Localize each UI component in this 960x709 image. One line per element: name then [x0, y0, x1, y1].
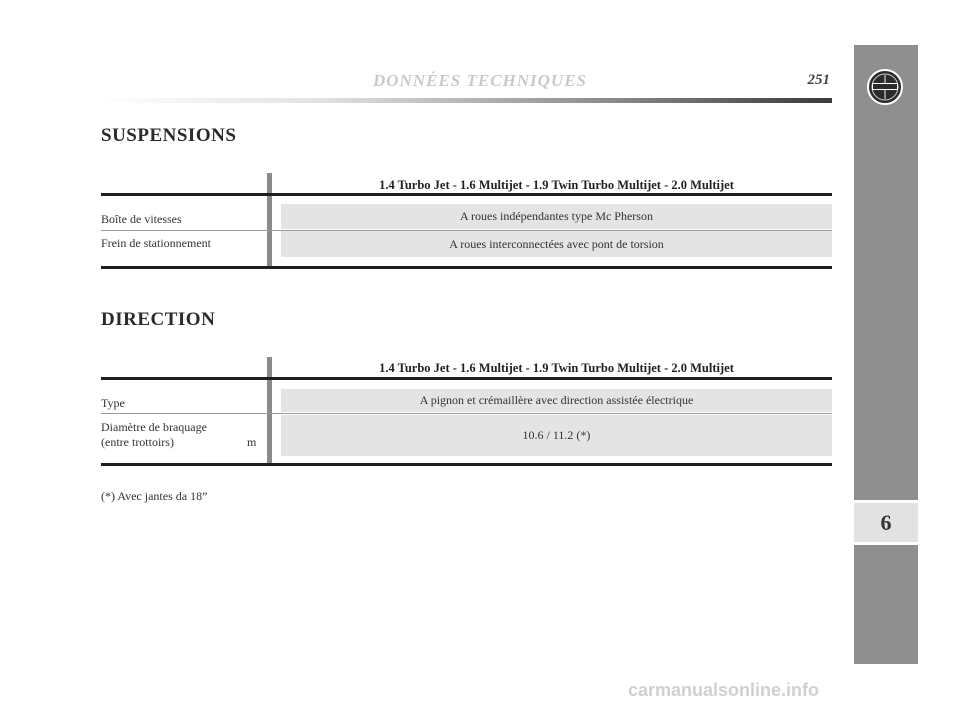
row-value: [281, 415, 832, 456]
row-label: Type: [101, 396, 125, 410]
direction-table: [101, 357, 832, 468]
table-top-rule: [101, 377, 832, 380]
row-value: [281, 204, 832, 229]
suspensions-title: SUSPENSIONS: [101, 125, 237, 146]
header-rule: [100, 98, 832, 103]
suspensions-table: [101, 173, 832, 270]
direction-title: DIRECTION: [101, 309, 216, 330]
table-column-header: 1.4 Turbo Jet - 1.6 Multijet - 1.9 Twin Turbo Multijet - 2.0 Multijet: [379, 178, 734, 192]
row-label-line1: Diamètre de braquage: [101, 420, 207, 434]
table-divider: [267, 173, 272, 269]
page-header-title: DONNÉES TECHNIQUES: [372, 71, 587, 90]
side-tab-upper: [854, 45, 918, 500]
row-value-text: A pignon et crémaillère avec direction assistée électrique: [419, 393, 694, 407]
row-value: [281, 231, 832, 257]
row-unit: m: [247, 435, 257, 449]
table-bottom-rule: [101, 463, 832, 466]
row-value-text: A roues interconnectées avec pont de torsion: [449, 236, 664, 251]
table-column-header: 1.4 Turbo Jet - 1.6 Multijet - 1.9 Twin Turbo Multijet - 2.0 Multijet: [379, 361, 734, 375]
chapter-tab[interactable]: [854, 503, 918, 542]
table-bottom-rule: [101, 266, 832, 269]
table-divider: [267, 357, 272, 465]
chapter-number: 6: [880, 509, 892, 535]
row-value-text: A roues indépendantes type Mc Pherson: [460, 209, 653, 223]
lancia-logo-icon: [866, 68, 904, 106]
page-number: 251: [807, 72, 830, 88]
watermark: carmanualsonline.info: [628, 680, 820, 700]
side-tab-lower: [854, 545, 918, 664]
row-value-text: 10.6 / 11.2 (*): [522, 428, 591, 442]
row-value: [281, 389, 832, 412]
row-label: Frein de stationnement: [101, 236, 211, 250]
row-label: Boîte de vitesses: [101, 212, 182, 226]
row-divider: [101, 413, 832, 414]
table-top-rule: [101, 193, 832, 196]
footnote: (*) Avec jantes da 18”: [101, 489, 208, 503]
row-label-line2: (entre trottoirs): [101, 435, 174, 449]
